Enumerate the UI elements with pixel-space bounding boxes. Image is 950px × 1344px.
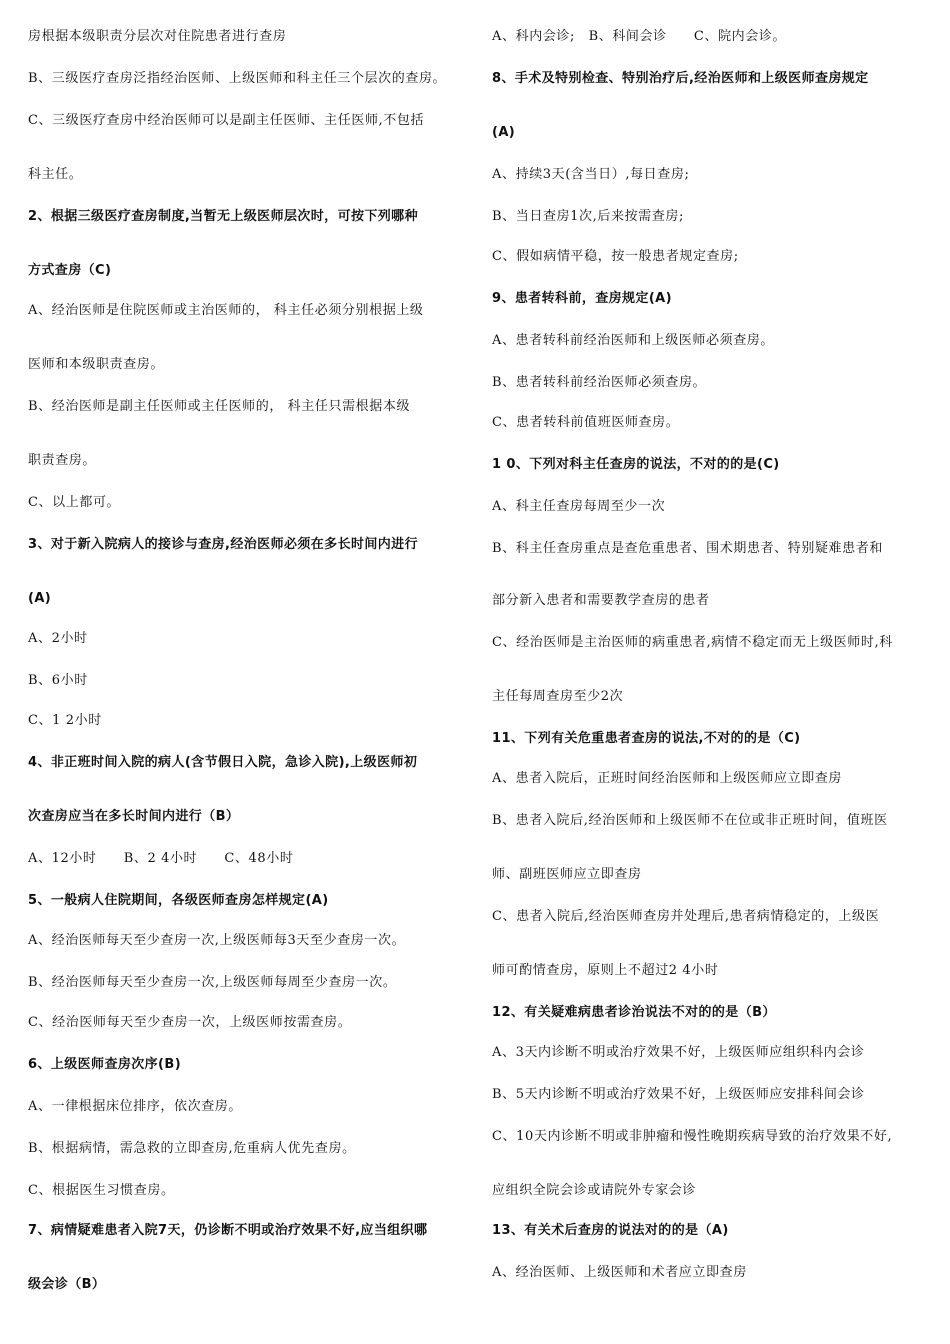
question-text: 方式查房（C) (28, 263, 112, 278)
answer-option-text: C、患者入院后,经治医师查房并处理后,患者病情稳定的，上级医 (492, 909, 880, 924)
question-text: 次查房应当在多长时间内进行（B） (28, 809, 240, 824)
answer-option-text: A、持续3天(含当日）,每日查房; (492, 167, 690, 182)
answer-option-text: A、经治医师每天至少查房一次,上级医师每3天至少查房一次。 (28, 933, 406, 948)
answer-option-text: A、经治医师、上级医师和术者应立即查房 (492, 1265, 747, 1280)
answer-option-text: C、10天内诊断不明或非肿瘤和慢性晚期疾病导致的治疗效果不好, (492, 1129, 893, 1144)
answer-option-text: B、经治医师每天至少查房一次,上级医师每周至少查房一次。 (28, 975, 397, 990)
answer-option-text: B、根据病情，需急救的立即查房,危重病人优先查房。 (28, 1141, 356, 1156)
question-text: 2、根据三级医疗查房制度,当暂无上级医师层次时，可按下列哪种 (28, 209, 418, 224)
answer-option-text: C、三级医疗查房中经治医师可以是副主任医师、主任医师,不包括 (28, 113, 425, 128)
answer-option-text: A、12小时 B、2 4小时 C、48小时 (28, 851, 294, 866)
answer-option-text: B、患者入院后,经治医师和上级医师不在位或非正班时间，值班医 (492, 813, 888, 828)
answer-option-text: C、1 2小时 (28, 713, 102, 728)
answer-option-text: 科主任。 (28, 167, 83, 182)
question-text: 3、对于新入院病人的接诊与查房,经治医师必须在多长时间内进行 (28, 537, 418, 552)
answer-option-text: B、当日查房1次,后来按需查房; (492, 209, 684, 224)
answer-option-text: B、经治医师是副主任医师或主任医师的， 科主任只需根据本级 (28, 399, 411, 414)
answer-option-text: A、科主任查房每周至少一次 (492, 499, 666, 514)
answer-option-text: 部分新入患者和需要教学查房的患者 (492, 593, 710, 608)
answer-option-text: A、科内会诊; B、科间会诊 C、院内会诊。 (492, 29, 787, 44)
question-text: 13、有关术后查房的说法对的的是（A) (492, 1223, 729, 1238)
answer-option-text: A、患者转科前经治医师和上级医师必须查房。 (492, 333, 774, 348)
question-text: 8、手术及特别检查、特别治疗后,经治医师和上级医师查房规定 (492, 71, 869, 86)
answer-option-text: C、患者转科前值班医师查房。 (492, 415, 680, 430)
answer-option-text: 师、副班医师应立即查房 (492, 867, 642, 882)
answer-option-text: A、经治医师是住院医师或主治医师的， 科主任必须分别根据上级 (28, 303, 424, 318)
question-text: 7、病情疑难患者入院7天，仍诊断不明或治疗效果不好,应当组织哪 (28, 1223, 428, 1238)
question-text: (A) (28, 591, 52, 606)
answer-option-text: A、一律根据床位排序，依次查房。 (28, 1099, 242, 1114)
question-text: 9、患者转科前，查房规定(A) (492, 291, 672, 306)
answer-option-text: 应组织全院会诊或请院外专家会诊 (492, 1183, 697, 1198)
answer-option-text: B、科主任查房重点是查危重患者、围术期患者、特别疑难患者和 (492, 541, 883, 556)
answer-option-text: 职责查房。 (28, 453, 97, 468)
answer-option-text: B、三级医疗查房泛指经治医师、上级医师和科主任三个层次的查房。 (28, 71, 447, 86)
question-text: 6、上级医师查房次序(B) (28, 1057, 182, 1072)
question-text: 1 0、下列对科主任查房的说法，不对的的是(C) (492, 457, 780, 472)
question-text: 5、一般病人住院期间，各级医师查房怎样规定(A) (28, 893, 329, 908)
question-text: 12、有关疑难病患者诊治说法不对的的是（B） (492, 1005, 776, 1020)
question-text: 11、下列有关危重患者查房的说法,不对的的是（C) (492, 731, 801, 746)
answer-option-text: 医师和本级职责查房。 (28, 357, 165, 372)
question-text: 4、非正班时间入院的病人(含节假日入院，急诊入院),上级医师初 (28, 755, 418, 770)
answer-option-text: 房根据本级职责分层次对住院患者进行查房 (28, 29, 287, 44)
answer-option-text: A、患者入院后，正班时间经治医师和上级医师应立即查房 (492, 771, 842, 786)
answer-option-text: A、2小时 (28, 631, 88, 646)
question-text: (A) (492, 125, 516, 140)
answer-option-text: A、3天内诊断不明或治疗效果不好，上级医师应组织科内会诊 (492, 1045, 865, 1060)
answer-option-text: C、经治医师每天至少查房一次，上级医师按需查房。 (28, 1015, 352, 1030)
answer-option-text: C、以上都可。 (28, 495, 121, 510)
answer-option-text: B、6小时 (28, 673, 88, 688)
answer-option-text: B、患者转科前经治医师必须查房。 (492, 375, 707, 390)
answer-option-text: B、5天内诊断不明或治疗效果不好，上级医师应安排科间会诊 (492, 1087, 865, 1102)
answer-option-text: 主任每周查房至少2次 (492, 689, 624, 704)
answer-option-text: C、根据医生习惯查房。 (28, 1183, 175, 1198)
answer-option-text: C、经治医师是主治医师的病重患者,病情不稳定而无上级医师时,科 (492, 635, 893, 650)
answer-option-text: C、假如病情平稳，按一般患者规定查房; (492, 249, 739, 264)
question-text: 级会诊（B） (28, 1277, 106, 1292)
answer-option-text: 师可酌情查房，原则上不超过2 4小时 (492, 963, 719, 978)
